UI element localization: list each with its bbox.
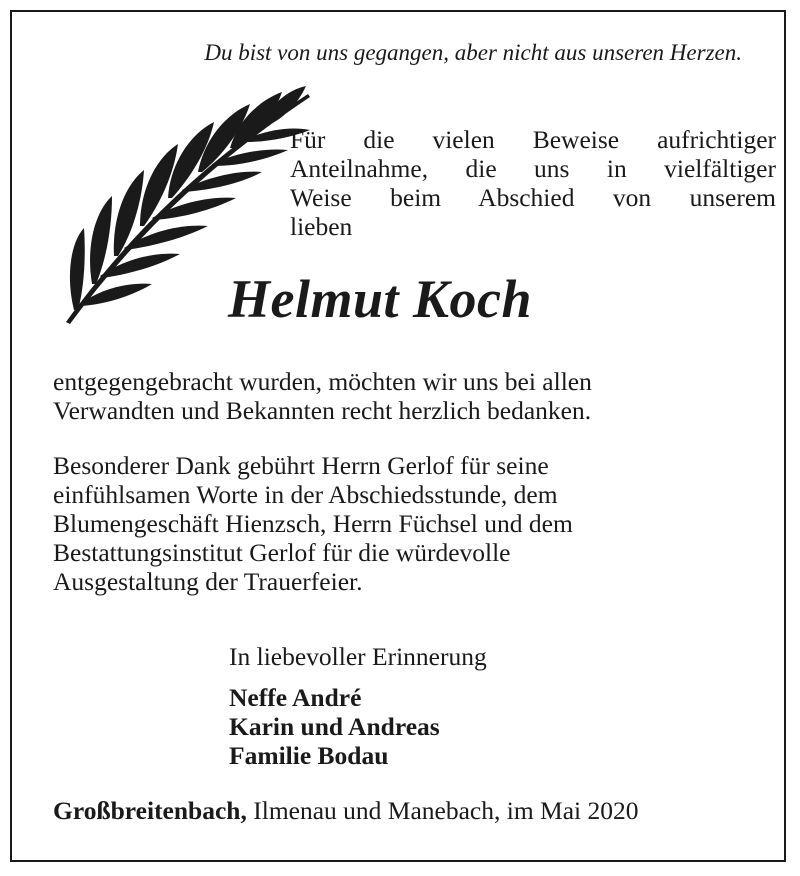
intro-line: Anteilnahme, die uns in vielfältiger (290, 154, 776, 183)
paragraph-line: Besonderer Dank gebührt Herrn Gerlof für seine (53, 451, 549, 480)
paragraph-line: entgegengebracht wurden, möchten wir uns bei allen (53, 367, 592, 396)
memory-line: In liebevoller Erinnerung (229, 642, 487, 671)
signer: Karin und Andreas (229, 712, 440, 741)
paragraph-line: Bestattungsinstitut Gerlof für die würdevolle (53, 538, 511, 567)
place-date (53, 796, 639, 826)
paragraph-line: Verwandten und Bekannten recht herzlich bedanken. (53, 396, 592, 425)
deceased-name: Helmut Koch (228, 269, 533, 329)
paragraph-line: Ausgestaltung der Trauerfeier. (53, 567, 363, 596)
place-bold: Großbreitenbach, (53, 796, 247, 825)
signers (229, 683, 440, 770)
intro-text (290, 125, 776, 241)
intro-line: Weise beim Abschied von unserem (290, 183, 776, 212)
intro-line: Für die vielen Beweise aufrichtiger (290, 125, 776, 154)
motto: Du bist von uns gegangen, aber nicht aus unseren Herzen. (204, 40, 742, 65)
intro-line: lieben (290, 212, 353, 241)
place-rest: Ilmenau und Manebach, im Mai 2020 (246, 796, 639, 825)
paragraph-line: einfühlsamen Worte in der Abschiedsstunde, dem (53, 480, 558, 509)
signer: Familie Bodau (229, 741, 389, 770)
special-thanks-paragraph (53, 451, 573, 596)
paragraph-line: Blumengeschäft Hienzsch, Herrn Füchsel und dem (53, 509, 573, 538)
signer: Neffe André (229, 683, 362, 712)
thanks-paragraph (53, 367, 592, 425)
